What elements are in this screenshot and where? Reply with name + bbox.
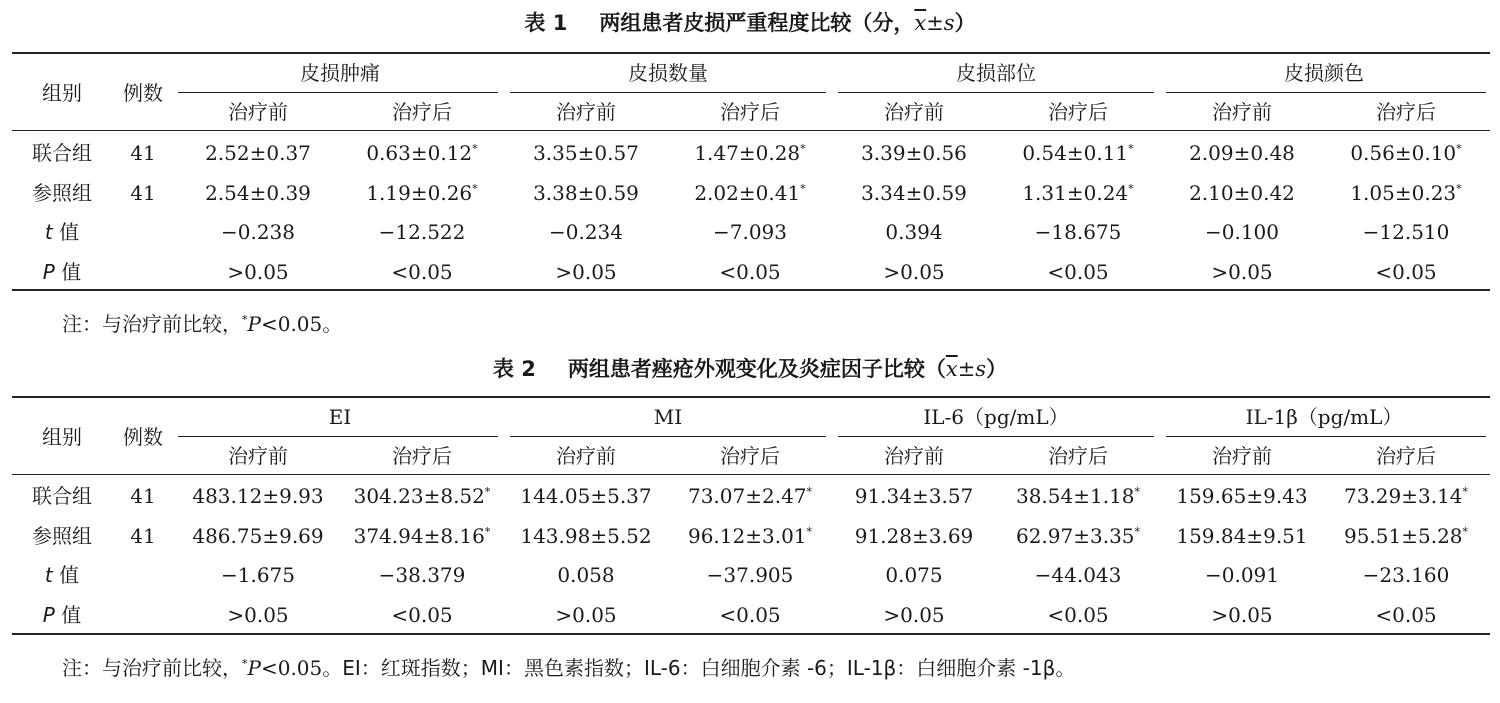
table2-row-label (43, 602, 81, 628)
table2-cell (192, 483, 323, 509)
table1-cell (205, 140, 311, 166)
table1-cell-value: <0.05 (719, 259, 781, 284)
table2-bottom-rule (12, 633, 1490, 635)
table2-cell-star: * (1134, 485, 1141, 499)
table2-cell-value: −38.379 (378, 563, 466, 587)
table2-cell (1363, 562, 1450, 588)
table2-category-2: MI (653, 405, 683, 429)
table1-subhead-before: 治疗前 (884, 100, 944, 124)
table1-head-group: 组别 (42, 81, 82, 105)
table2-cell (1211, 602, 1272, 628)
table1-subhead-after: 治疗后 (1376, 100, 1436, 124)
table1-cell (885, 219, 942, 245)
table2-note (62, 655, 1075, 681)
table2-subrule-1 (178, 436, 498, 437)
table2-row-label (32, 523, 92, 549)
table1-category-2: 皮损数量 (628, 61, 708, 85)
table1-category-1: 皮损肿痛 (300, 61, 380, 85)
table1-head-rule (12, 130, 1490, 131)
table2-subrule-3 (838, 436, 1154, 437)
table2-cell (221, 562, 295, 588)
table2-row-label-text: 联合组 (32, 484, 92, 508)
table2-note-star: * (242, 657, 248, 671)
table1-subrule-1 (178, 92, 498, 93)
table1-row-count: 41 (130, 180, 156, 205)
table1-row-label-text: 值 (59, 220, 80, 244)
table2-cell-value: <0.05 (1047, 602, 1109, 627)
table1-subrule-4 (1166, 92, 1486, 93)
table1-cell-value: −0.238 (220, 220, 296, 244)
table2-subhead-before: 治疗前 (1212, 444, 1272, 468)
table2-note-end: 。EI：红斑指数；MI：黑色素指数；IL-6：白细胞介素 -6；IL-1β：白细胞介素 -1β。 (322, 656, 1076, 680)
table1-cell (555, 259, 616, 285)
table2-cell (520, 483, 651, 509)
table2-cell (192, 523, 323, 549)
table2-cell-value: <0.05 (1375, 602, 1437, 627)
table1-cell-value: 1.05±0.23 (1350, 180, 1457, 205)
table2-cell-value: 73.07±2.47 (687, 484, 807, 508)
table1-cell-value: >0.05 (1211, 259, 1273, 284)
table1-note-prefix: 注：与治疗前比较， (62, 312, 242, 336)
table1-cell-value: >0.05 (227, 259, 289, 284)
table2-cell (1205, 562, 1279, 588)
table2-category-1: EI (328, 405, 352, 429)
table1-cell-value: −12.522 (378, 220, 466, 244)
table1-cell-value: −0.100 (1204, 220, 1280, 244)
table2-cell-value: 483.12±9.93 (192, 484, 324, 508)
table2-cell (1176, 483, 1307, 509)
table1-bottom-rule (12, 289, 1490, 291)
table2-cell (1344, 483, 1468, 509)
table1-cell (1047, 259, 1108, 285)
table1-cell (379, 219, 466, 245)
table2-cell (855, 483, 974, 509)
table2-cell (379, 562, 466, 588)
table1-cell (1350, 180, 1461, 206)
table1-note-p: P (247, 312, 261, 336)
table1-category-4: 皮损颜色 (1284, 61, 1364, 85)
table1-cell-value: <0.05 (1047, 259, 1109, 284)
table1-cell-value: 2.02±0.41 (694, 180, 801, 205)
table2-subhead-after: 治疗后 (392, 444, 452, 468)
table1-cell (1211, 259, 1272, 285)
table1-row-label (43, 259, 81, 285)
table1-caption-xbar: $\overline{x}$ (914, 11, 927, 35)
table1-cell-star: * (800, 181, 806, 195)
table2-caption (0, 354, 1500, 384)
table2-cell-value: 91.34±3.57 (854, 484, 974, 508)
table2-row-label-symbol: t (44, 563, 53, 587)
table2-cell (520, 523, 651, 549)
table2-caption-label: 表 2 (492, 357, 536, 381)
table1-cell-star: * (1128, 142, 1134, 156)
table1-category-3: 皮损部位 (956, 61, 1036, 85)
table1-row-count: 41 (130, 141, 156, 165)
table2-cell-value: 73.29±3.14 (1343, 484, 1463, 508)
table2-cell (1176, 523, 1307, 549)
table2-cell-star: * (1134, 524, 1141, 538)
table1-cell (1205, 219, 1279, 245)
table1-caption-pm: ± (926, 11, 944, 35)
table2-cell (227, 602, 288, 628)
table2-subhead-before: 治疗前 (556, 444, 616, 468)
table1-cell (221, 219, 295, 245)
table1-cell-value: >0.05 (555, 259, 617, 284)
table2-note-threshold: <0.05 (260, 656, 323, 680)
table2-cell (707, 562, 794, 588)
table1-cell-value: <0.05 (391, 259, 453, 284)
table2-cell-value: 486.75±9.69 (192, 523, 324, 548)
table2-cell (1016, 483, 1140, 509)
table2-row-count: 41 (130, 523, 156, 548)
table2-caption-xbar: $\overline{x}$ (945, 357, 958, 381)
table2-head-group: 组别 (42, 425, 82, 449)
table2-cell-value: −1.675 (220, 563, 296, 587)
table2-cell-value: <0.05 (391, 602, 453, 627)
table1-cell (694, 180, 805, 206)
table1-note-end: 。 (322, 312, 343, 336)
table1-cell (1375, 259, 1436, 285)
table1-caption (0, 8, 1500, 38)
table2-cell (1375, 602, 1436, 628)
table2-head-count: 例数 (123, 425, 163, 449)
table2-subrule-2 (510, 436, 826, 437)
table2-cell (885, 562, 942, 588)
table1-cell-value: 1.31±0.24 (1022, 180, 1129, 205)
table1-cell (205, 180, 311, 206)
table1-row-label-symbol: P (42, 259, 55, 284)
table2-category-3: IL-6（pg/mL） (923, 405, 1069, 429)
table2-cell (354, 523, 491, 549)
table1-cell (366, 140, 477, 166)
table1-cell (1022, 140, 1133, 166)
table1-row-label (45, 219, 79, 245)
table1-row-label (32, 180, 92, 206)
table1-cell-value: 0.54±0.11 (1022, 141, 1129, 165)
table2-cell-star: * (1462, 485, 1469, 499)
table1-cell-value: 2.09±0.48 (1189, 141, 1295, 165)
table2-cell (855, 523, 974, 549)
table1-cell-value: 0.56±0.10 (1350, 141, 1457, 165)
table1-cell (861, 180, 967, 206)
table1-cell (391, 259, 452, 285)
table1-cell-value: 2.10±0.42 (1189, 180, 1295, 205)
table2-cell-star: * (1462, 524, 1469, 538)
table2-subhead-after: 治疗后 (1048, 444, 1108, 468)
table2-cell (688, 483, 812, 509)
table2-row-label-text: 值 (59, 563, 80, 587)
table2-cell (1035, 562, 1122, 588)
table2-cell-value: >0.05 (883, 602, 945, 627)
table1-note-star: * (242, 313, 248, 327)
table1-cell-value: 1.19±0.26 (366, 180, 473, 205)
table2-cell (391, 602, 452, 628)
table1-cell-value: 0.63±0.12 (366, 141, 473, 165)
table2-cell (883, 602, 944, 628)
table2-cell-star: * (806, 485, 813, 499)
table1-cell-value: <0.05 (1375, 259, 1437, 284)
table1-cell (1189, 180, 1295, 206)
table1-cell-value: −0.234 (548, 220, 624, 244)
table2-subhead-before: 治疗前 (228, 444, 288, 468)
table2-cell-value: 159.84±9.51 (1176, 523, 1308, 548)
table1-row-label-text: 值 (61, 259, 82, 284)
table1-cell-star: * (472, 181, 478, 195)
table2-caption-s: s (975, 357, 987, 381)
table2-cell-value: 143.98±5.52 (520, 523, 652, 548)
table2-subhead-after: 治疗后 (720, 444, 780, 468)
table2-cell-value: −23.160 (1362, 563, 1450, 587)
table1-subrule-3 (838, 92, 1154, 93)
table1-cell-value: 3.39±0.56 (861, 141, 967, 165)
table1-caption-label: 表 1 (524, 11, 568, 35)
table1-row-label (32, 140, 92, 166)
table1-cell-star: * (472, 142, 478, 156)
table1-cell (883, 259, 944, 285)
table2-cell-value: >0.05 (555, 602, 617, 627)
table1-cell-value: >0.05 (883, 259, 945, 284)
table1-cell-star: * (800, 142, 806, 156)
table2-category-4: IL-1β（pg/mL） (1245, 405, 1403, 429)
table2-cell-value: 304.23±8.52 (353, 484, 485, 508)
table1-cell (533, 180, 639, 206)
table2-cell (555, 602, 616, 628)
table1-top-rule (12, 52, 1490, 54)
table2-cell-value: 159.65±9.43 (1176, 484, 1308, 508)
table2-cell-star: * (484, 524, 491, 538)
table1-cell (719, 259, 780, 285)
table1-cell (549, 219, 623, 245)
table1-subhead-before: 治疗前 (556, 100, 616, 124)
table2-cell-value: >0.05 (227, 602, 289, 627)
table1-cell (533, 140, 639, 166)
table2-cell-value: −44.043 (1034, 563, 1122, 587)
table1-cell (1022, 180, 1133, 206)
table2-cell (719, 602, 780, 628)
table1-cell-value: 1.47±0.28 (694, 141, 801, 165)
table2-cell (1344, 523, 1468, 549)
table1-head-count: 例数 (123, 81, 163, 105)
table1-cell (1189, 140, 1295, 166)
table2-caption-pm: ± (957, 357, 976, 381)
table2-row-label-text: 参照组 (32, 523, 92, 548)
table2-cell-value: 96.12±3.01 (687, 523, 807, 548)
table2-cell-value: 95.51±5.28 (1343, 523, 1463, 548)
table1-cell-value: −18.675 (1034, 220, 1122, 244)
table2-cell-value: −0.091 (1204, 563, 1280, 587)
table1-subhead-after: 治疗后 (392, 100, 452, 124)
table2-cell (354, 483, 491, 509)
table1-cell-value: 2.54±0.39 (205, 180, 311, 205)
table2-caption-title: 两组患者痤疮外观变化及炎症因子比较（ (567, 357, 946, 381)
table2-cell-value: 38.54±1.18 (1015, 484, 1135, 508)
table1-cell-star: * (1128, 181, 1134, 195)
table2-row-label (32, 483, 92, 509)
table2-subrule-4 (1166, 436, 1486, 437)
table1-cell-star: * (1456, 142, 1462, 156)
table2-cell-value: <0.05 (719, 602, 781, 627)
table1-subrule-2 (510, 92, 826, 93)
table1-cell-value: −7.093 (712, 220, 788, 244)
table1-cell-value: 3.35±0.57 (533, 141, 639, 165)
table1-cell-star: * (1456, 181, 1462, 195)
table2-cell-value: 62.97±3.35 (1015, 523, 1135, 548)
table1-row-label-text: 参照组 (32, 180, 92, 205)
table2-cell (557, 562, 614, 588)
table1-cell (694, 140, 805, 166)
table1-cell-value: −12.510 (1362, 220, 1450, 244)
table1-cell-value: 0.394 (885, 220, 943, 244)
table1-caption-close: ） (954, 11, 976, 35)
table1-cell (366, 180, 477, 206)
table1-note-threshold: <0.05 (260, 312, 323, 336)
table2-row-label (45, 562, 79, 588)
table2-note-prefix: 注：与治疗前比较， (62, 656, 242, 680)
table1-cell (713, 219, 787, 245)
table2-row-label-text: 值 (61, 602, 82, 627)
table2-cell (1047, 602, 1108, 628)
table2-cell-value: −37.905 (706, 563, 794, 587)
table2-note-p: P (247, 656, 261, 680)
table2-cell-value: 144.05±5.37 (520, 484, 652, 508)
table1-cell (227, 259, 288, 285)
table1-row-label-text: 联合组 (32, 141, 92, 165)
table2-subhead-before: 治疗前 (884, 444, 944, 468)
table2-caption-close: ） (986, 357, 1008, 381)
table2-head-rule (12, 474, 1490, 475)
table1-cell-value: 3.34±0.59 (861, 180, 967, 205)
table2-row-label-symbol: P (42, 602, 55, 627)
table1-cell (861, 140, 967, 166)
table2-cell-star: * (806, 524, 813, 538)
table1-cell (1350, 140, 1461, 166)
table1-cell (1363, 219, 1450, 245)
table2-cell-value: >0.05 (1211, 602, 1273, 627)
table2-cell (688, 523, 812, 549)
table1-subhead-before: 治疗前 (1212, 100, 1272, 124)
table2-subhead-after: 治疗后 (1376, 444, 1436, 468)
table1-row-label-symbol: t (44, 220, 53, 244)
table1-subhead-after: 治疗后 (720, 100, 780, 124)
table2-row-count: 41 (130, 484, 156, 508)
table2-cell-value: 91.28±3.69 (854, 523, 974, 548)
table2-cell-star: * (484, 485, 491, 499)
table2-cell-value: 374.94±8.16 (353, 523, 485, 548)
table2-top-rule (12, 396, 1490, 398)
table1-cell-value: 2.52±0.37 (205, 141, 311, 165)
table1-caption-title: 两组患者皮损严重程度比较（分， (599, 11, 915, 35)
table2-cell-value: 0.058 (557, 563, 615, 587)
table1-caption-s: s (943, 11, 955, 35)
table2-cell-value: 0.075 (885, 563, 943, 587)
table1-subhead-after: 治疗后 (1048, 100, 1108, 124)
table1-cell (1035, 219, 1122, 245)
table1-subhead-before: 治疗前 (228, 100, 288, 124)
table2-cell (1016, 523, 1140, 549)
table1-note (62, 311, 342, 337)
table1-cell-value: 3.38±0.59 (533, 180, 639, 205)
